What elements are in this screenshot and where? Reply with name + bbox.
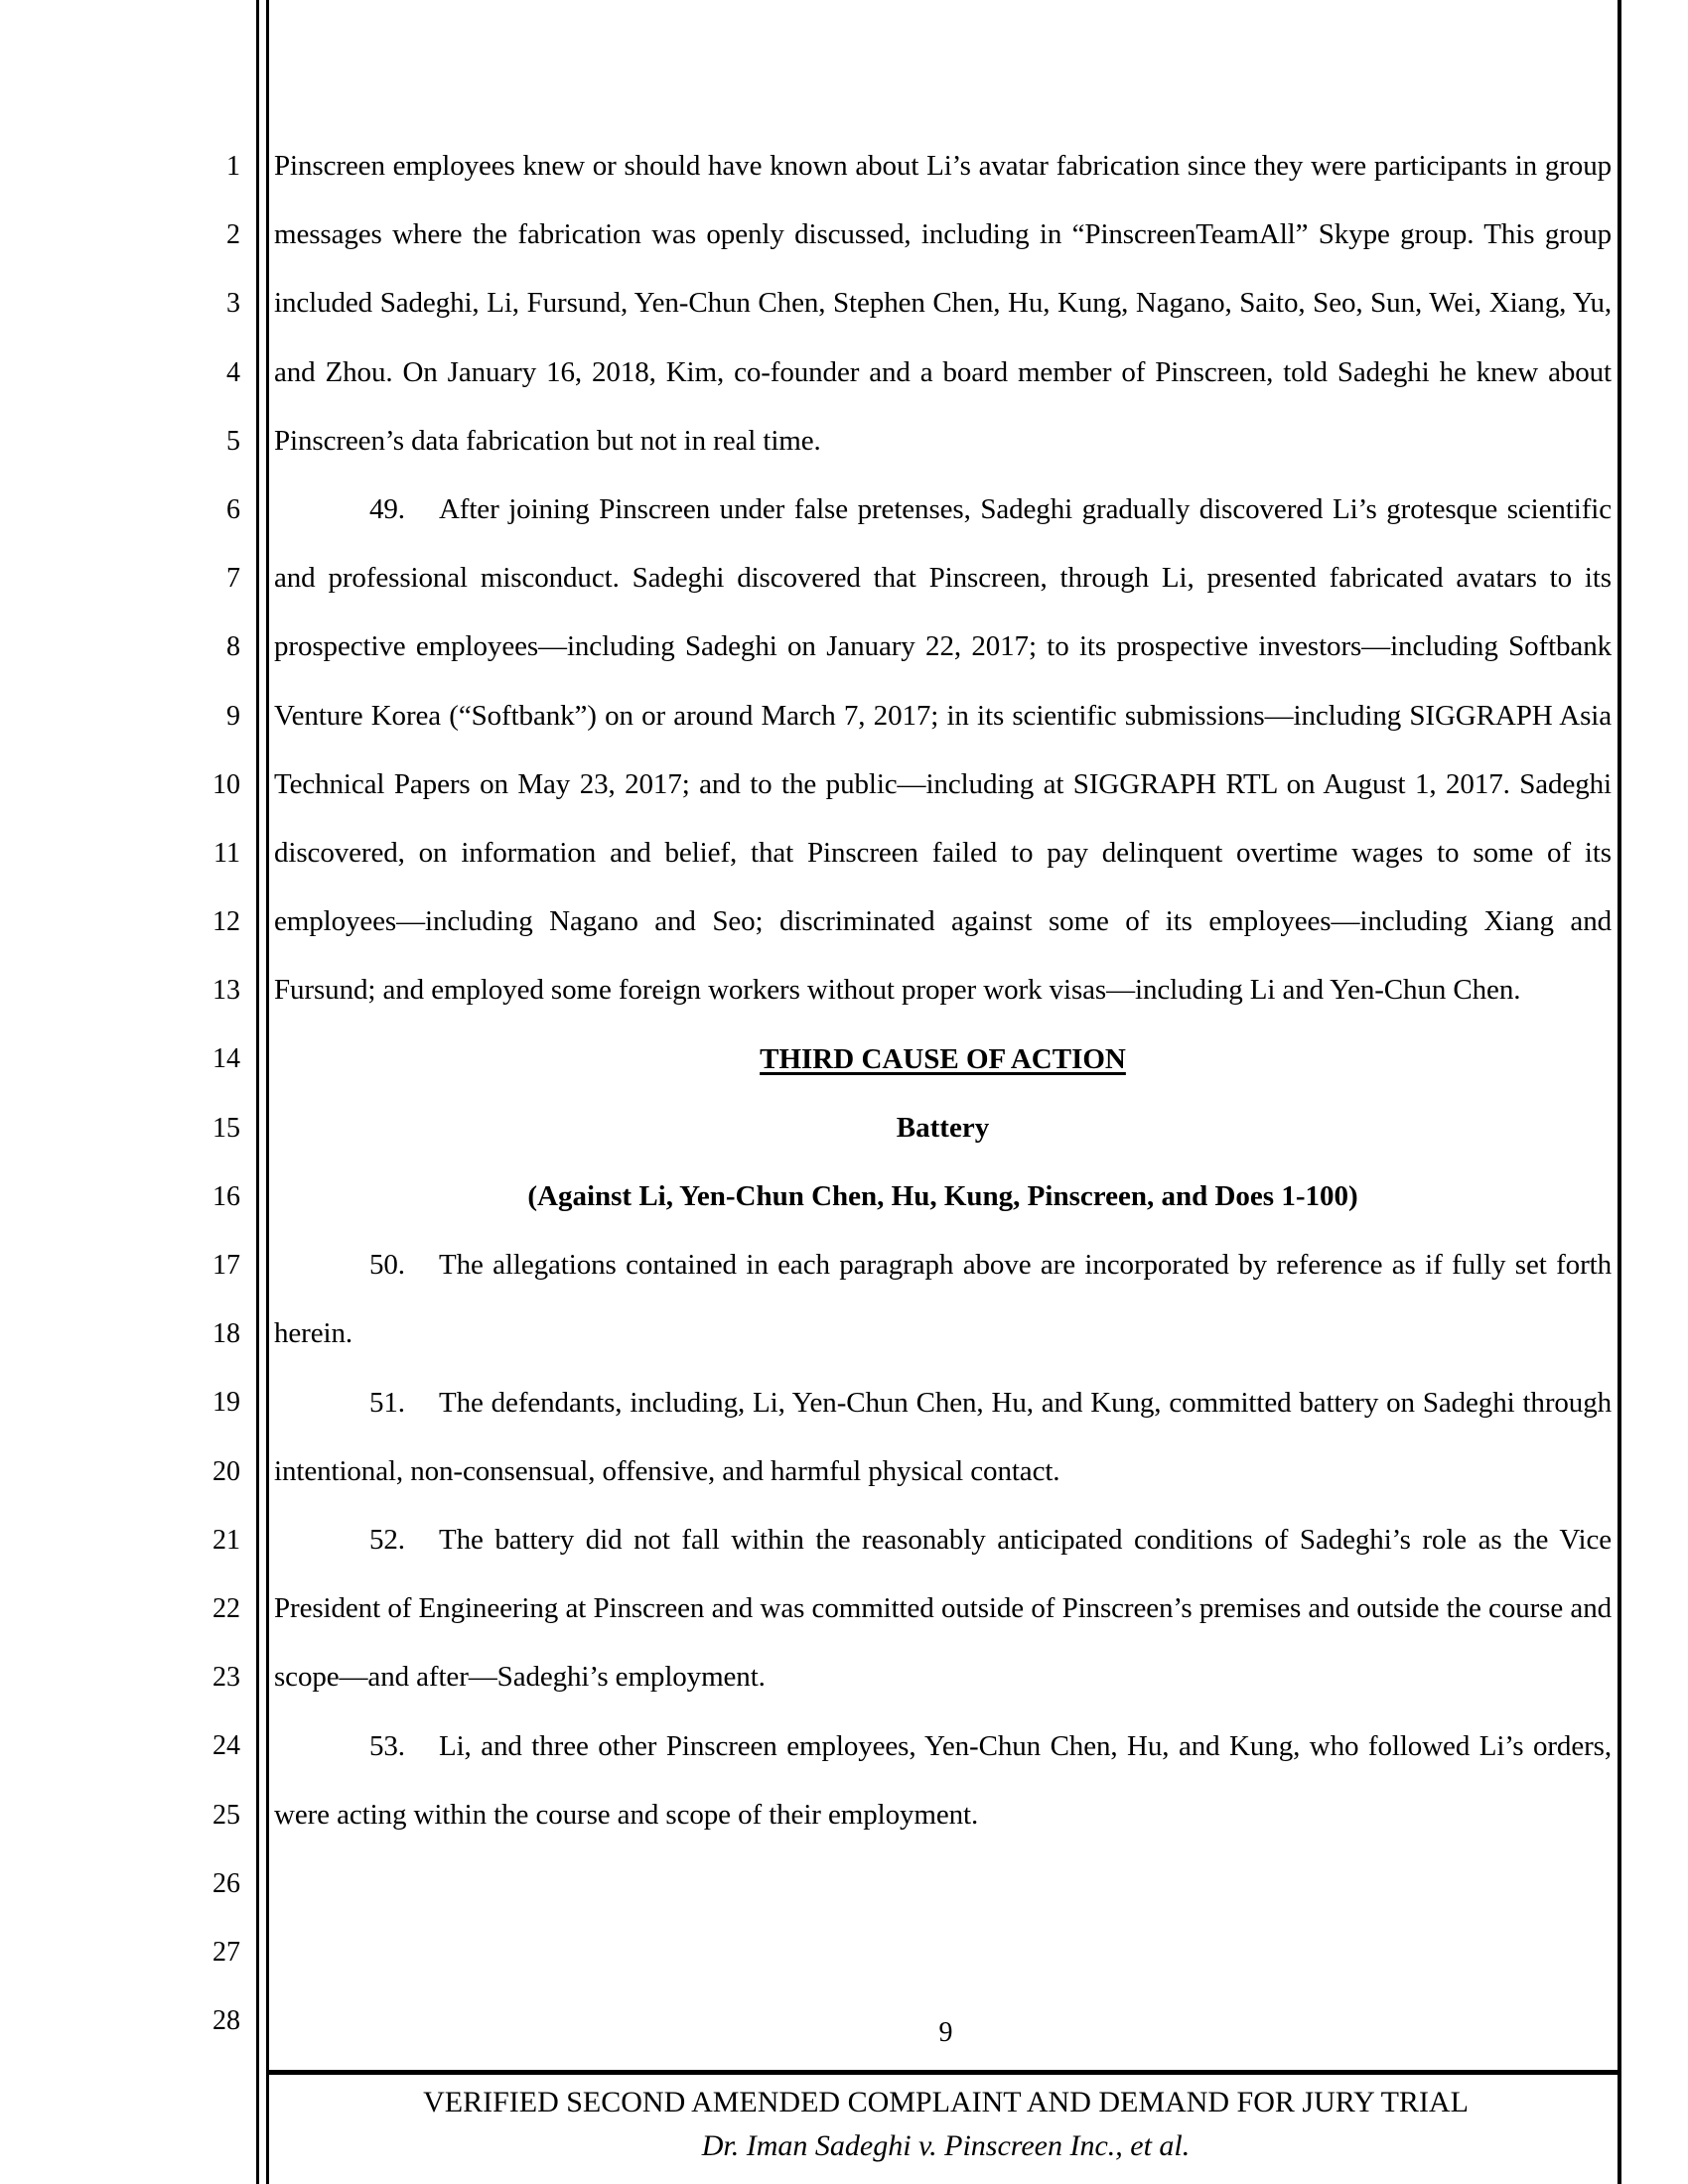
line-number: 27 bbox=[212, 1936, 240, 1968]
paragraph-51 bbox=[274, 1369, 1612, 1506]
footer-divider bbox=[269, 2070, 1621, 2075]
right-margin-rule bbox=[1618, 0, 1621, 2184]
line-number: 13 bbox=[212, 975, 240, 1007]
line-number: 4 bbox=[226, 356, 240, 388]
paragraph-49-number: 49. bbox=[369, 493, 405, 526]
paragraph-48-continuation: Pinscreen employees knew or should have known about Li’s avatar fabrication since they were participants in group messages where the fabrication was openly discussed, including in “PinscreenTeamAll” Skype group. This group included Sadeghi, Li, Fursund, Yen-Chun Chen, Stephen Chen, Hu, Kung, Nagano, Saito, Seo, Sun, Wei, Xiang, Yu, and Zhou. On January 16, 2018, Kim, co-founder and a board member of Pinscreen, told Sadeghi he knew about Pinscreen’s data fabrication but not in real time. bbox=[274, 150, 1612, 457]
paragraph-50-text: The allegations contained in each paragraph above are incorporated by reference as if fully set forth herein. bbox=[274, 1249, 1612, 1350]
paragraph-53-number: 53. bbox=[369, 1729, 405, 1762]
line-number: 20 bbox=[212, 1455, 240, 1487]
line-number: 26 bbox=[212, 1867, 240, 1899]
paragraph-52-number: 52. bbox=[369, 1524, 405, 1557]
paragraph-50-number: 50. bbox=[369, 1249, 405, 1282]
line-number: 7 bbox=[226, 563, 240, 595]
line-number: 10 bbox=[212, 768, 240, 800]
line-number: 11 bbox=[213, 837, 240, 869]
left-margin-rule-inner bbox=[266, 0, 269, 2184]
cause-of-action-heading: THIRD CAUSE OF ACTION bbox=[760, 1042, 1126, 1075]
document-body bbox=[274, 132, 1612, 1849]
line-number: 16 bbox=[212, 1180, 240, 1212]
paragraph-51-number: 51. bbox=[369, 1386, 405, 1419]
line-number: 19 bbox=[212, 1387, 240, 1419]
line-number: 8 bbox=[226, 631, 240, 663]
line-number: 22 bbox=[212, 1592, 240, 1624]
line-number: 3 bbox=[226, 288, 240, 320]
footer-document-title: VERIFIED SECOND AMENDED COMPLAINT AND DEMAND FOR JURY TRIAL bbox=[423, 2086, 1469, 2118]
paragraph-52-text: The battery did not fall within the reasonably anticipated conditions of Sadeghi’s role as the Vice President of Engineering at Pinscreen and was committed outside of Pinscreen’s premises and outside the course and scope—and after—Sadeghi’s employment. bbox=[274, 1524, 1612, 1694]
line-number-gutter bbox=[179, 132, 240, 2055]
line-number: 24 bbox=[212, 1730, 240, 1762]
line-number: 12 bbox=[212, 906, 240, 938]
footer-case-caption: Dr. Iman Sadeghi v. Pinscreen Inc., et al. bbox=[701, 2129, 1191, 2162]
line-number: 23 bbox=[212, 1662, 240, 1694]
line-number: 14 bbox=[212, 1043, 240, 1075]
paragraph-49 bbox=[274, 476, 1612, 1025]
line-number: 28 bbox=[212, 2005, 240, 2037]
line-number: 21 bbox=[212, 1524, 240, 1556]
cause-of-action-title: Battery bbox=[896, 1111, 990, 1144]
paragraph-53-text: Li, and three other Pinscreen employees, Yen-Chun Chen, Hu, and Kung, who followed Li’s orders, were acting within the course and scope of their employment. bbox=[274, 1729, 1612, 1831]
paragraph-50 bbox=[274, 1231, 1612, 1368]
line-number: 2 bbox=[226, 219, 240, 251]
line-number: 6 bbox=[226, 493, 240, 525]
line-number: 18 bbox=[212, 1318, 240, 1350]
paragraph-51-text: The defendants, including, Li, Yen-Chun Chen, Hu, and Kung, committed battery on Sadeghi through intentional, non-consensual, offensive, and harmful physical contact. bbox=[274, 1386, 1612, 1487]
page-number: 9 bbox=[938, 2017, 953, 2048]
paragraph-49-text: After joining Pinscreen under false pretenses, Sadeghi gradually discovered Li’s grotesque scientific and professional misconduct. Sadeghi discovered that Pinscreen, through Li, presented fabricated avatars to its prospective employees—including Sadeghi on January 22, 2017; to its prospective investors—including Softbank Venture Korea (“Softbank”) on or around March 7, 2017; in its scientific submissions—including SIGGRAPH Asia Technical Papers on May 23, 2017; and to the public—including at SIGGRAPH RTL on August 1, 2017. Sadeghi discovered, on information and belief, that Pinscreen failed to pay delinquent overtime wages to some of its employees—including Nagano and Seo; discriminated against some of its employees—including Xiang and Fursund; and employed some foreign workers without proper work visas—including Li and Yen-Chun Chen. bbox=[274, 493, 1612, 1007]
left-margin-rule-outer bbox=[256, 0, 259, 2184]
line-number: 9 bbox=[226, 700, 240, 732]
line-number: 5 bbox=[226, 425, 240, 457]
paragraph-52 bbox=[274, 1506, 1612, 1712]
line-number: 15 bbox=[212, 1112, 240, 1144]
line-number: 25 bbox=[212, 1799, 240, 1831]
line-number: 1 bbox=[226, 151, 240, 182]
cause-of-action-defendants: (Against Li, Yen-Chun Chen, Hu, Kung, Pinscreen, and Does 1-100) bbox=[527, 1180, 1358, 1213]
line-number: 17 bbox=[212, 1250, 240, 1281]
paragraph-53 bbox=[274, 1712, 1612, 1849]
